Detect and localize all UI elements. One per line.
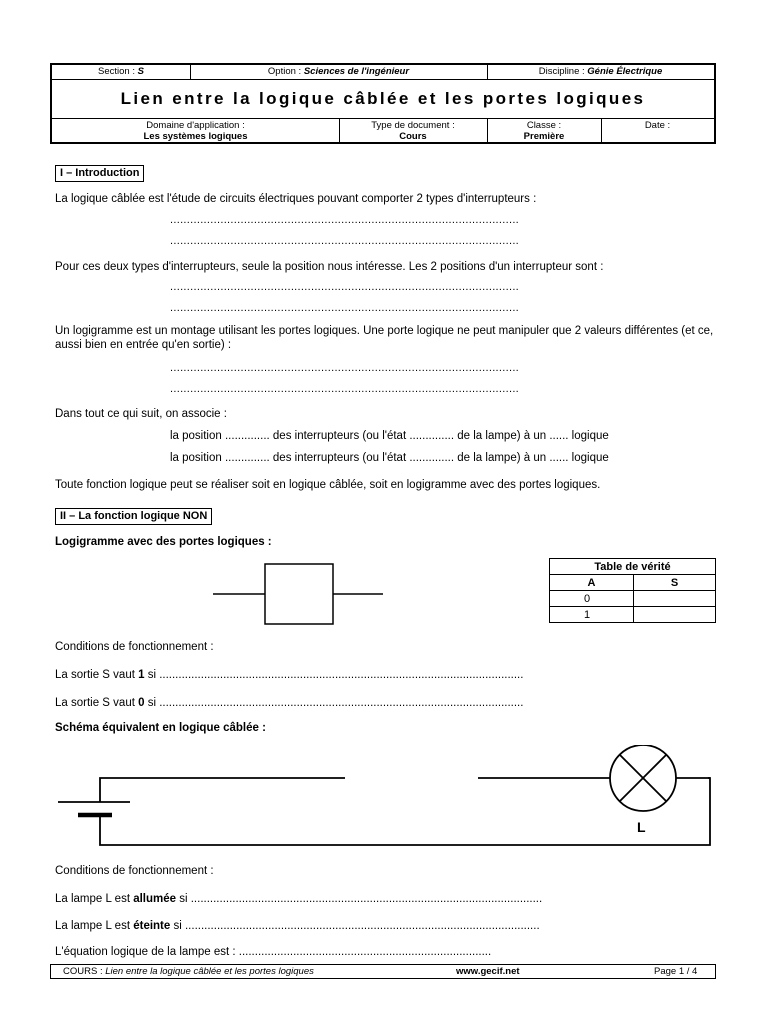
output-one-value: 1 <box>138 669 145 681</box>
truth-table-cell-s[interactable] <box>634 607 716 623</box>
section-heading-non: II – La fonction logique NON <box>55 508 212 525</box>
lamp-on-line <box>55 892 542 906</box>
output-zero-value: 0 <box>138 697 145 709</box>
footer-website-link[interactable]: www.gecif.net <box>456 966 520 977</box>
not-gate-diagram <box>210 560 390 630</box>
association-line: la position .............. des interrupteurs (ou l'état .............. de la lampe) à un ...... logique <box>170 430 609 442</box>
truth-table-cell-s[interactable] <box>634 591 716 607</box>
output-one-prefix: La sortie S vaut <box>55 669 139 681</box>
header-row-1 <box>52 65 714 79</box>
intro-paragraph-5: Toute fonction logique peut se réaliser soit en logique câblée, soit en logigramme avec des portes logiques. <box>55 479 601 491</box>
header-table <box>50 63 716 144</box>
intro-paragraph-2: Pour ces deux types d'interrupteurs, seule la position nous intéresse. Les 2 positions d'un interrupteur sont : <box>55 261 604 273</box>
domain-value: Les systèmes logiques <box>143 131 248 142</box>
date-label: Date : <box>644 120 671 131</box>
discipline-value: Génie Électrique <box>587 66 663 77</box>
lamp-on-prefix: La lampe L est <box>55 893 134 905</box>
wired-logic-circuit <box>50 745 720 855</box>
discipline-cell <box>487 65 714 79</box>
discipline-label: Discipline : <box>538 66 588 77</box>
equation-line: L'équation logique de la lampe est : ............................................................................... <box>55 946 492 958</box>
date-cell <box>601 119 714 142</box>
doctype-value: Cours <box>399 131 427 142</box>
lamp-off-suffix: si ............................................................................................................... <box>170 920 540 932</box>
option-value: Sciences de l'ingénieur <box>303 66 410 77</box>
logigramme-title: Logigramme avec des portes logiques : <box>55 536 272 548</box>
page-title: Lien entre la logique câblée et les portes logiques <box>120 89 646 108</box>
output-zero-line <box>55 696 523 710</box>
output-zero-prefix: La sortie S vaut <box>55 697 139 709</box>
domain-label: Domaine d'application : <box>146 120 245 131</box>
answer-line: ........................................................................................................ <box>170 214 520 226</box>
option-label: Option : <box>267 66 304 77</box>
answer-line: ........................................................................................................ <box>170 281 520 293</box>
header-row-3 <box>52 119 714 142</box>
section-heading-intro: I – Introduction <box>55 165 144 182</box>
class-label: Classe : <box>526 120 562 131</box>
intro-paragraph-3: Un logigramme est un montage utilisant les portes logiques. Une porte logique ne peut manipuler que 2 valeurs différentes (et ce, aussi bien en entrée qu'en sortie) : <box>55 325 714 351</box>
lamp-off-prefix: La lampe L est <box>55 920 134 932</box>
truth-table <box>549 558 716 623</box>
answer-line: ........................................................................................................ <box>170 383 520 395</box>
answer-line: ........................................................................................................ <box>170 362 520 374</box>
truth-table-title: Table de vérité <box>550 559 716 575</box>
schema-title: Schéma équivalent en logique câblée : <box>55 722 266 734</box>
lamp-label: L <box>637 819 646 835</box>
footer-page-number: Page 1 / 4 <box>654 966 698 977</box>
table-row <box>550 607 716 623</box>
doctype-label: Type de document : <box>371 120 455 131</box>
section-value: S <box>137 66 144 77</box>
battery-icon <box>58 802 130 815</box>
footer-course-label: COURS : <box>63 966 106 977</box>
lamp-off-value: éteinte <box>133 920 171 932</box>
option-cell <box>190 65 487 79</box>
doctype-cell <box>339 119 487 142</box>
footer-course <box>63 965 314 978</box>
output-zero-suffix: si .................................................................................................................. <box>144 697 524 709</box>
truth-table-col-a: A <box>550 575 634 591</box>
answer-line: ........................................................................................................ <box>170 302 520 314</box>
class-cell <box>487 119 601 142</box>
output-one-line <box>55 668 523 682</box>
footer-course-title: Lien entre la logique câblée et les portes logiques <box>105 966 314 977</box>
conditions-label-2: Conditions de fonctionnement : <box>55 865 214 877</box>
page-footer <box>50 964 716 979</box>
answer-line: ........................................................................................................ <box>170 235 520 247</box>
output-one-suffix: si .................................................................................................................. <box>144 669 524 681</box>
class-value: Première <box>523 131 565 142</box>
section-cell <box>52 65 190 79</box>
lamp-on-suffix: si .............................................................................................................. <box>176 893 543 905</box>
truth-table-cell-a: 1 <box>550 607 634 623</box>
truth-table-col-s: S <box>634 575 716 591</box>
lamp-on-value: allumée <box>133 893 177 905</box>
domain-cell <box>52 119 339 142</box>
intro-paragraph-4: Dans tout ce qui suit, on associe : <box>55 408 227 420</box>
section-label: Section : <box>98 66 138 77</box>
truth-table-cell-a: 0 <box>550 591 634 607</box>
lamp-icon <box>610 745 676 811</box>
table-row <box>550 591 716 607</box>
lamp-off-line <box>55 919 540 933</box>
intro-paragraph-1: La logique câblée est l'étude de circuits électriques pouvant comporter 2 types d'interrupteurs : <box>55 193 537 205</box>
association-line: la position .............. des interrupteurs (ou l'état .............. de la lampe) à un ...... logique <box>170 452 609 464</box>
conditions-label: Conditions de fonctionnement : <box>55 641 214 653</box>
